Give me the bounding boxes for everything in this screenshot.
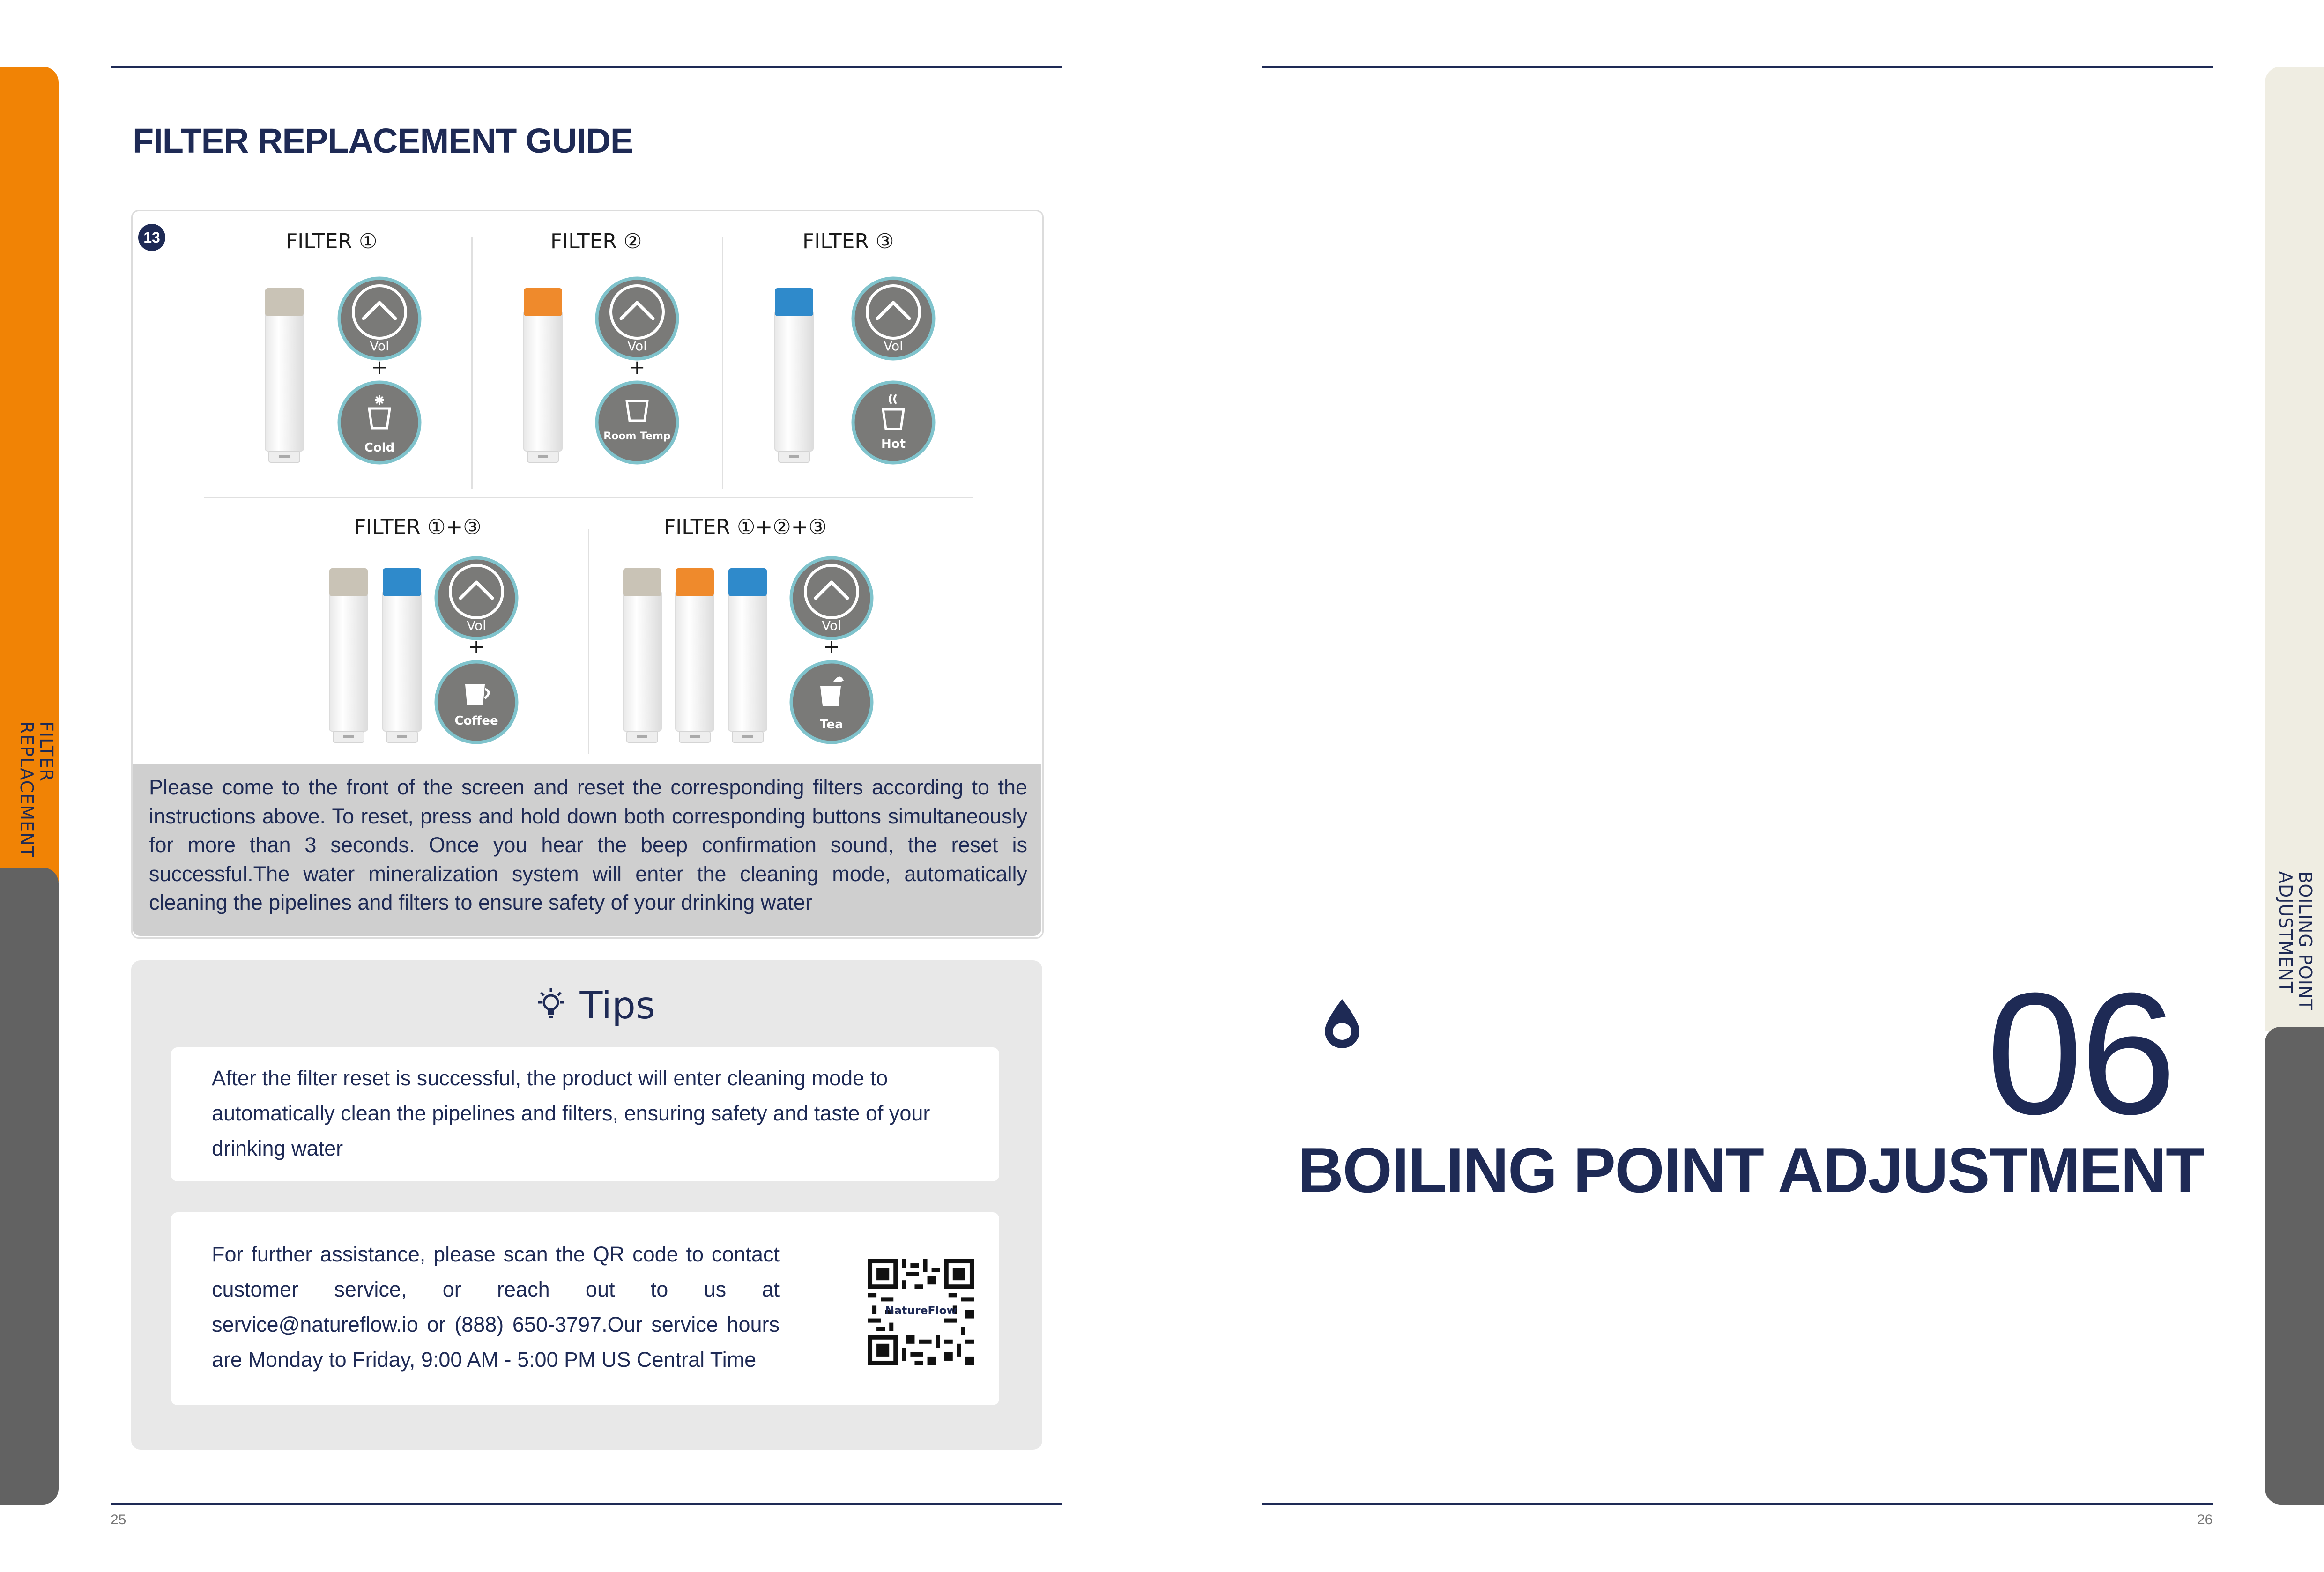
filter-1-tube	[329, 568, 368, 742]
hot-button[interactable]	[853, 382, 934, 463]
tea-cup-icon	[820, 686, 841, 706]
filter-3-tube	[383, 568, 421, 742]
plus-sign: +	[629, 356, 646, 378]
tips-heading	[534, 984, 655, 1035]
water-drop-icon	[1320, 996, 1365, 1050]
instruction-text: Please come to the front of the screen and reset the corresponding filters according to the instructions above. To reset, press and hold down both corresponding buttons simultaneously for more than 3 seconds. Once you hear the beep confirmation sound, the reset is successful.The water mineralization system will enter the cleaning mode, automatically cleaning the pipelines and filters to ensure safety of your drinking water	[149, 775, 1027, 914]
vol-label: Vol	[822, 618, 841, 633]
plus-sign: +	[823, 635, 840, 658]
filter-2-tube	[676, 568, 714, 742]
coffee-cup-icon	[465, 684, 485, 705]
room-temp-button[interactable]	[597, 382, 677, 463]
cold-label: Cold	[364, 441, 395, 455]
tea-button[interactable]	[791, 662, 872, 742]
filter-2-label: FILTER ②	[550, 230, 642, 253]
tea-label: Tea	[820, 718, 843, 732]
plus-sign: +	[468, 635, 485, 658]
vol-button[interactable]	[597, 278, 677, 359]
side-tab-label-right: BOILING POINT ADJUSTMENT	[2275, 871, 2316, 1011]
lightbulb-icon	[534, 985, 568, 1022]
vol-button[interactable]	[436, 558, 517, 638]
vol-button[interactable]	[853, 278, 934, 359]
tip-text-support: For further assistance, please scan the QR code to contact customer service, or reach out to us at service@natureflow.io or (888) 650-3797.Our service hours are Monday to Friday, 9:00 AM - 5:00 PM US Central Time	[212, 1242, 780, 1372]
tips-label: Tips	[579, 984, 655, 1027]
page-number-left: 25	[111, 1512, 126, 1528]
section-title: BOILING POINT ADJUSTMENT	[1298, 1135, 2204, 1206]
vol-label: Vol	[467, 618, 486, 633]
room-temp-label: Room Temp	[603, 430, 671, 442]
coffee-label: Coffee	[454, 714, 498, 728]
qr-code[interactable]	[868, 1259, 974, 1365]
plus-sign: +	[371, 356, 388, 378]
side-tab-label-left: FILTER REPLACEMENT	[16, 721, 57, 858]
vol-label: Vol	[884, 338, 903, 354]
filter-1-tube	[265, 288, 304, 462]
filter-1-2-3-label: FILTER ①+②+③	[664, 515, 827, 539]
vol-label: Vol	[627, 338, 647, 354]
filter-2-tube	[524, 288, 562, 462]
page-number-right: 26	[2197, 1512, 2213, 1528]
cold-button[interactable]	[339, 382, 420, 463]
coffee-button[interactable]	[436, 662, 517, 742]
qr-caption: NatureFlow	[885, 1304, 957, 1317]
tip-text-cleaning: After the filter reset is successful, the product will enter cleaning mode to automatically clean the pipelines and filters, ensuring safety and taste of your drinking water	[212, 1066, 930, 1160]
section-number: 06	[1986, 957, 2174, 1150]
filter-1-3-label: FILTER ①+③	[354, 515, 482, 539]
step-13-badge: 13	[138, 224, 165, 251]
filter-3-tube	[775, 288, 813, 462]
filter-1-label: FILTER ①	[286, 230, 378, 253]
filter-3-tube	[728, 568, 767, 742]
vol-button[interactable]	[339, 278, 420, 359]
vol-label: Vol	[370, 338, 389, 354]
vol-button[interactable]	[791, 558, 872, 638]
hot-label: Hot	[881, 437, 906, 451]
filter-1-tube	[623, 568, 661, 742]
page-title: FILTER REPLACEMENT GUIDE	[133, 121, 633, 160]
filter-3-label: FILTER ③	[802, 230, 894, 253]
